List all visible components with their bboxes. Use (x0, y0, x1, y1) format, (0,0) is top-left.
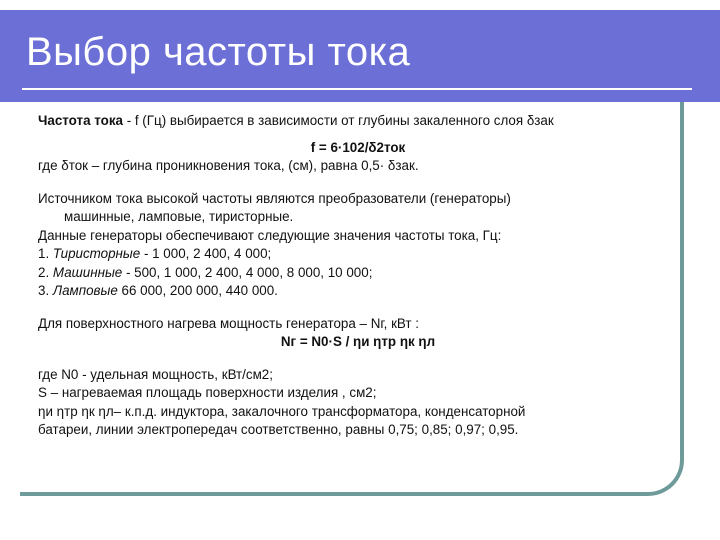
frequencies-intro-line: Данные генераторы обеспечивают следующие значения частоты тока, Гц: (38, 227, 502, 243)
generator-power-line: Для поверхностного нагрева мощность генератора – Nг, кВт : (38, 315, 419, 331)
intro-text: - f (Гц) выбирается в зависимости от глубины закаленного слоя δзак (122, 113, 554, 128)
frequency-formula: f = 6·102/δ2ток (310, 139, 406, 155)
list-item: 3. Ламповые 66 000, 200 000, 440 000. (38, 283, 278, 298)
slide-title: Выбор частоты тока (26, 30, 411, 74)
definition-line: где N0 - удельная мощность, кВт/см2; (38, 366, 273, 382)
intro-line (38, 112, 678, 131)
slide-body (38, 112, 678, 440)
sources-types-line: машинные, ламповые, тиристорные. (64, 209, 294, 224)
definition-line: батареи, линии электропередач соответственно, равны 0,75; 0,85; 0,97; 0,95. (38, 422, 519, 437)
list-item: 1. Тиристорные - 1 000, 2 400, 4 000; (38, 246, 272, 261)
penetration-depth-line: где δток – глубина проникновения тока, (см), равна 0,5· δзак. (38, 158, 419, 173)
intro-term: Частота тока (38, 113, 123, 128)
sources-line: Источником тока высокой частоты являются преобразователи (генераторы) (38, 190, 511, 206)
definition-line: S – нагреваемая площадь поверхности изделия , см2; (38, 385, 377, 400)
title-underline (22, 88, 692, 90)
definition-line: ηи ηтр ηк ηл– к.п.д. индуктора, закалочного трансформатора, конденсаторной (38, 403, 526, 419)
power-formula: Nг = N0·S / ηи ηтр ηк ηл (280, 334, 436, 349)
list-item: 2. Машинные - 500, 1 000, 2 400, 4 000, 8 000, 10 000; (38, 264, 373, 280)
